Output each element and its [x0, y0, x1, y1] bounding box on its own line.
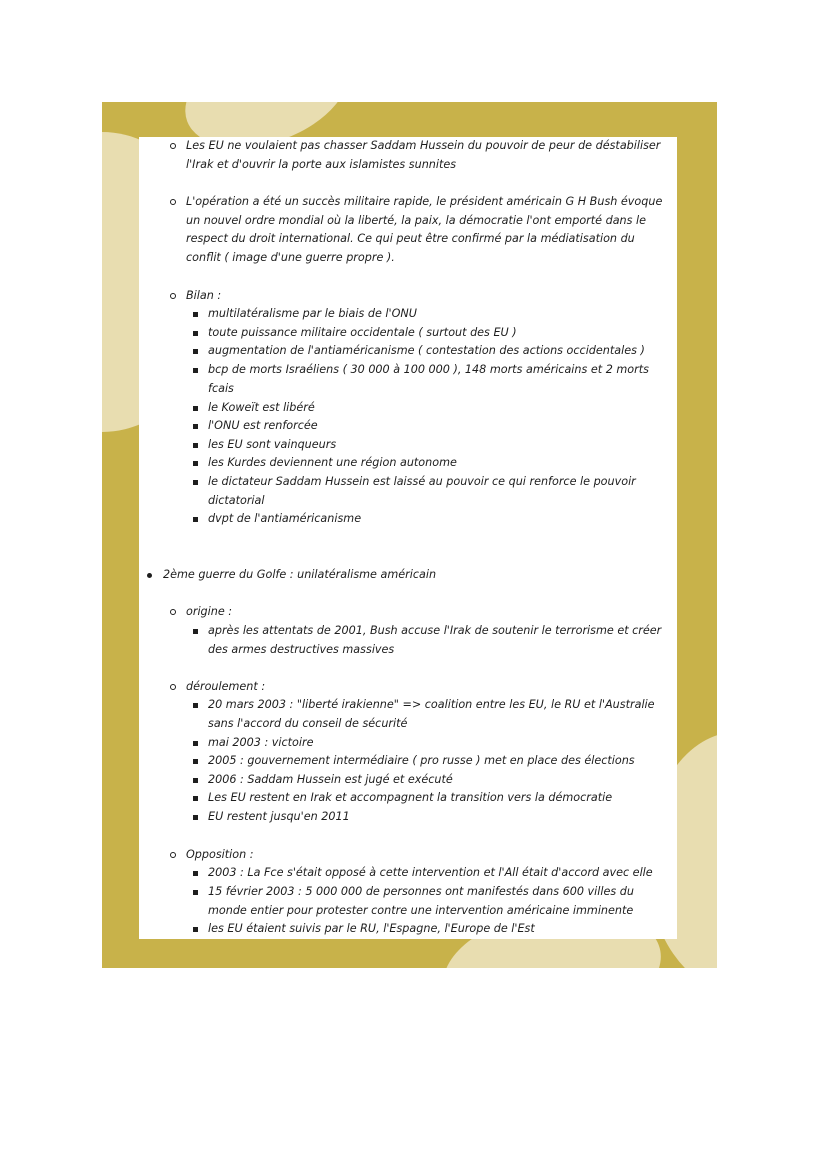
bilan-heading: [186, 287, 666, 306]
list-item: [208, 342, 666, 361]
list-item: [186, 137, 666, 174]
square-bullet-icon: [193, 349, 198, 354]
square-bullet-icon: [193, 517, 198, 522]
list-item-text: bcp de morts Israéliens ( 30 000 à 100 000 ), 148 morts américains et 2 morts fcais: [208, 363, 649, 395]
list-item: [208, 696, 666, 733]
list-item: [208, 473, 666, 510]
list-item-text: les EU étaient suivis par le RU, l'Espagne, l'Europe de l'Est: [208, 922, 535, 935]
square-bullet-icon: [193, 815, 198, 820]
list-item-text: l'ONU est renforcée: [208, 419, 318, 432]
list-item-text: multilatéralisme par le biais de l'ONU: [208, 307, 417, 320]
list-item: [208, 361, 666, 398]
list-item: [208, 920, 666, 939]
deroulement-label: déroulement :: [186, 680, 266, 693]
list-item-text: les Kurdes deviennent une région autonome: [208, 456, 457, 469]
list-item-text: toute puissance militaire occidentale ( surtout des EU ): [208, 326, 517, 339]
origine-label: origine :: [186, 605, 233, 618]
disc-bullet-icon: [147, 573, 152, 578]
list-item-text: le Koweït est libéré: [208, 401, 315, 414]
square-bullet-icon: [193, 796, 198, 801]
deroulement-heading: [186, 678, 666, 697]
list-item: [208, 864, 666, 883]
list-item: [186, 193, 666, 267]
square-bullet-icon: [193, 368, 198, 373]
opposition-label: Opposition :: [186, 848, 254, 861]
square-bullet-icon: [193, 759, 198, 764]
circle-bullet-icon: [170, 852, 176, 858]
list-item-text: après les attentats de 2001, Bush accuse l'Irak de soutenir le terrorisme et créer des armes destructives massives: [208, 624, 662, 656]
square-bullet-icon: [193, 461, 198, 466]
list-item-text: mai 2003 : victoire: [208, 736, 314, 749]
list-item: [208, 436, 666, 455]
section-heading: [163, 566, 663, 585]
list-item-text: L'opération a été un succès militaire rapide, le président américain G H Bush évoque un nouvel ordre mondial où la liberté, la paix, la démocratie l'ont emporté dans le respect du droit international. Ce qui peut être confirmé par la médiatisation du conflit ( image d'une guerre propre ).: [186, 195, 663, 264]
list-item: [208, 324, 666, 343]
list-item: [208, 417, 666, 436]
square-bullet-icon: [193, 480, 198, 485]
bilan-label: Bilan :: [186, 289, 222, 302]
square-bullet-icon: [193, 703, 198, 708]
list-item-text: Les EU restent en Irak et accompagnent la transition vers la démocratie: [208, 791, 613, 804]
list-item-text: 2003 : La Fce s'était opposé à cette intervention et l'All était d'accord avec elle: [208, 866, 653, 879]
square-bullet-icon: [193, 406, 198, 411]
list-item: [208, 622, 666, 659]
square-bullet-icon: [193, 629, 198, 634]
list-item: [208, 305, 666, 324]
list-item: [208, 808, 666, 827]
list-item-text: Les EU ne voulaient pas chasser Saddam Hussein du pouvoir de peur de déstabiliser l'Irak et d'ouvrir la porte aux islamistes sunnites: [186, 139, 661, 171]
opposition-heading: [186, 846, 666, 865]
square-bullet-icon: [193, 741, 198, 746]
square-bullet-icon: [193, 312, 198, 317]
list-item-text: 2005 : gouvernement intermédiaire ( pro russe ) met en place des élections: [208, 754, 635, 767]
square-bullet-icon: [193, 927, 198, 932]
list-item: [208, 399, 666, 418]
circle-bullet-icon: [170, 143, 176, 149]
list-item: [208, 734, 666, 753]
square-bullet-icon: [193, 424, 198, 429]
circle-bullet-icon: [170, 293, 176, 299]
section-title: 2ème guerre du Golfe : unilatéralisme américain: [163, 568, 437, 581]
list-item-text: dvpt de l'antiaméricanisme: [208, 512, 362, 525]
list-item: [208, 752, 666, 771]
list-item: [208, 883, 666, 920]
circle-bullet-icon: [170, 199, 176, 205]
square-bullet-icon: [193, 331, 198, 336]
circle-bullet-icon: [170, 684, 176, 690]
circle-bullet-icon: [170, 609, 176, 615]
square-bullet-icon: [193, 871, 198, 876]
square-bullet-icon: [193, 778, 198, 783]
document-page: [139, 137, 677, 939]
list-item: [208, 510, 666, 529]
list-item: [208, 789, 666, 808]
list-item-text: augmentation de l'antiaméricanisme ( contestation des actions occidentales ): [208, 344, 645, 357]
list-item-text: le dictateur Saddam Hussein est laissé au pouvoir ce qui renforce le pouvoir dictatorial: [208, 475, 636, 507]
list-item-text: EU restent jusqu'en 2011: [208, 810, 350, 823]
origine-heading: [186, 603, 666, 622]
list-item: [208, 454, 666, 473]
list-item-text: 2006 : Saddam Hussein est jugé et exécuté: [208, 773, 453, 786]
list-item-text: 20 mars 2003 : "liberté irakienne" => coalition entre les EU, le RU et l'Australie sans l'accord du conseil de sécurité: [208, 698, 655, 730]
square-bullet-icon: [193, 890, 198, 895]
list-item-text: les EU sont vainqueurs: [208, 438, 337, 451]
square-bullet-icon: [193, 443, 198, 448]
list-item: [208, 771, 666, 790]
list-item-text: 15 février 2003 : 5 000 000 de personnes ont manifestés dans 600 villes du monde entier pour protester contre une intervention américaine imminente: [208, 885, 634, 917]
